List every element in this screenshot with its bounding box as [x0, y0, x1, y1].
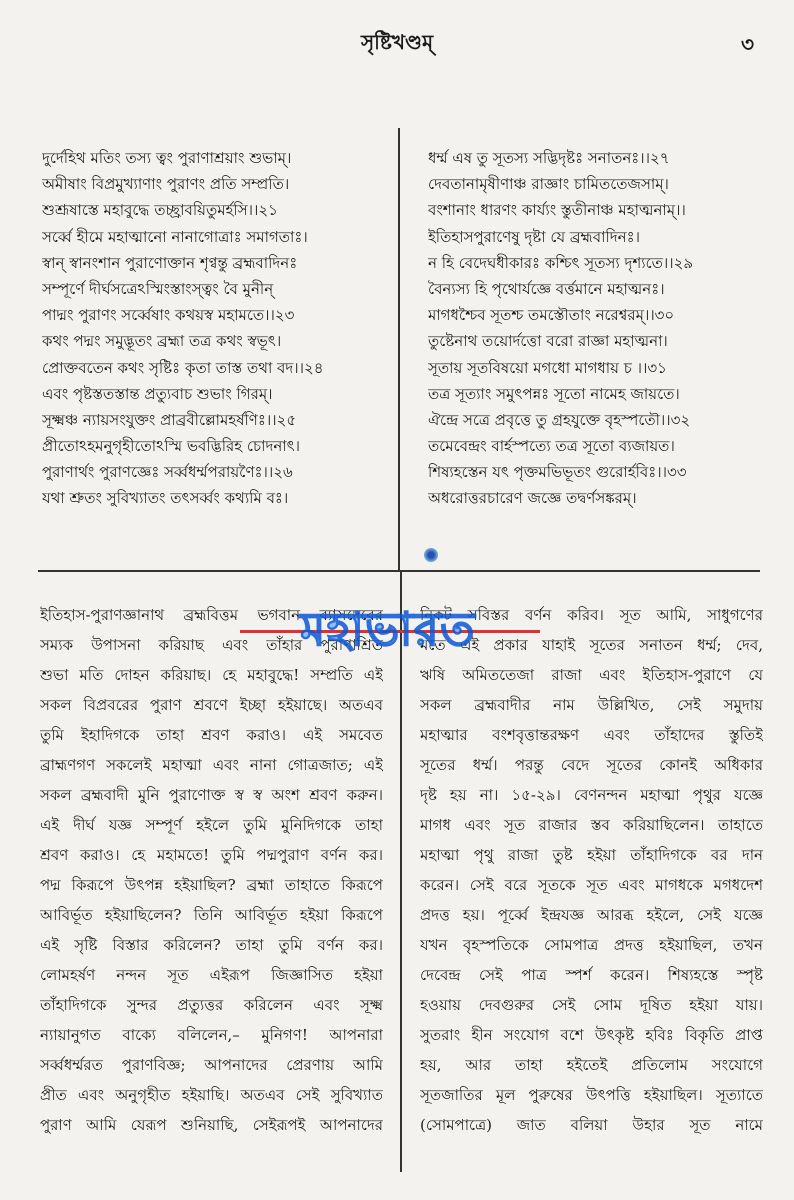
peacock-feather-icon	[424, 548, 438, 562]
translation-line: আবির্ভূত হইয়াছিলেন? তিনি আবির্ভূত হইয়া কিরূপে	[40, 906, 383, 924]
verse-line: মাগধশ্চৈব সূতশ্চ তমস্তৌতাং নরেশ্বরম্।।৩০	[428, 306, 675, 325]
verse-line: স্বান্ স্বানংশান পুরাণোক্তান শৃণ্বন্তু ব্রহ্মবাদিনঃ	[42, 253, 298, 272]
verse-line: ইতিহাসপুরাণেষু দৃষ্টা যে ব্রহ্মবাদিনঃ।	[428, 227, 640, 246]
translation-line: পদ্ম কিরূপে উৎপন্ন হইয়াছিল? ব্রহ্মা তাহাতে কিরূপে	[40, 876, 383, 894]
translation-line: মতে এই প্রকার যাহাই সূতের সনাতন ধর্ম্ম; দেব,	[420, 636, 763, 654]
translation-line: এই সৃষ্টি বিস্তার করিলেন? তাহা তুমি বর্ণন কর।	[40, 936, 383, 954]
translation-line: হওয়ায় দেবগুরুর সেই সোম দূষিত হইয়া যায়।	[420, 996, 763, 1014]
translation-line: সর্ব্বধর্ম্মরত পুরাণবিজ্ঞ; আপনাদের প্রেরণায় আমি	[40, 1056, 383, 1074]
verse-column-right	[428, 145, 758, 512]
translation-line: সম্যক উপাসনা করিয়াছ এবং তাঁহার পুরাণাশ্রিত	[40, 636, 383, 654]
translation-line: শ্রবণ করাও। হে মহামতে! তুমি পদ্মপুরাণ বর্ণন কর।	[40, 846, 383, 864]
translation-line: সকল ব্রহ্মবাদীর নাম উল্লিখিত, সেই সমুদায়	[420, 696, 763, 714]
watermark-logo: মহাভারত	[300, 602, 476, 656]
verse-line: ন হি বেদেঘধীকারঃ কশ্চিৎ সূতস্য দৃশ্যতে।।২৯	[428, 253, 694, 272]
verse-line: কথং পদ্মং সমুদ্ভূতং ব্রহ্মা তত্র কথং স্বভূৎ।	[42, 332, 282, 351]
verse-line: তুষ্টেনাথ তয়োর্দত্তো বরো রাজ্ঞা মহাত্মনা।	[428, 332, 668, 351]
translation-line: করেন। সেই বরে সূতকে সূত এবং মাগধকে মগধদেশ	[420, 876, 763, 894]
translation-line: প্রীত এবং অনুগৃহীত হইয়াছি। অতএব সেই সুবিখ্যাত	[40, 1086, 383, 1104]
translation-line: প্রদত্ত হয়। পূর্ব্বে ইন্দ্রযজ্ঞ আরব্ধ হইলে, সেই যজ্ঞে	[420, 906, 763, 924]
verse-line: অধরোত্তরচারেণ জজ্ঞে তদ্বর্ণসঙ্করম্।	[428, 489, 637, 508]
verse-line: সম্পূর্ণে দীর্ঘসত্রেঽস্মিংস্তাংস্ত্বং বৈ মুনীন্	[42, 279, 274, 298]
translation-line: (সোমপাত্রে) জাত বলিয়া উহার সূত নামে	[420, 1116, 763, 1134]
translation-column-right	[420, 600, 763, 1140]
verse-line: সূতায় সূতবিষয়ো মগধো মাগধায় চ ।।৩১	[428, 358, 667, 377]
verse-column-left	[42, 145, 372, 512]
verse-line: ধর্ম্ম এষ তু সূতস্য সদ্ভিদৃষ্টঃ সনাতনঃ।।২৭	[428, 149, 670, 167]
page-number: ৩	[740, 32, 754, 56]
verse-line: প্রীতোঽহমনুগৃহীতোঽস্মি ভবদ্ভিরিহ চোদনাৎ।	[42, 437, 301, 456]
translation-line: তাঁহাদিগকে সুন্দর প্রত্যুত্তর করিলেন এবং সূক্ষ্ম	[40, 996, 383, 1014]
translation-line: যখন বৃহস্পতিকে সোমপাত্র প্রদত্ত হইয়াছিল, তখন	[420, 936, 763, 954]
running-title: সৃষ্টিখণ্ডম্	[360, 30, 434, 54]
verse-line: পাদ্মং পুরাণং সর্ব্বেষাং কথয়স্ব মহামতে।।২৩	[42, 306, 295, 325]
verse-line: বৈন্যস্য হি পৃথোর্যজ্ঞে বর্ত্তমানে মহাত্মনঃ।	[428, 279, 665, 298]
translation-line: সকল ব্রহ্মবাদী মুনি পুরাণোক্ত স্ব স্ব অংশ শ্রবণ করুন।	[40, 786, 383, 804]
translation-line: সূতজাতির মূল পুরুষের উৎপত্তি হইয়াছিল। সূত্যাতে	[420, 1086, 763, 1104]
verse-line: প্রোক্তবতেন কথং সৃষ্টিঃ কৃতা তাস্ত তথা বদ।।২৪	[42, 358, 324, 377]
translation-line: ইতিহাস-পুরাণজ্ঞানাথ ব্রহ্মবিত্তম ভগবান ব্যাসদেবের	[40, 606, 383, 624]
verse-line: সূক্ষ্মঞ্চ ন্যায়সংযুক্তং প্রাব্রবীল্লোমহর্ষণিঃ।।২৫	[42, 410, 297, 429]
translation-line: এই দীর্ঘ যজ্ঞ সম্পূর্ণ হইলে তুমি মুনিদিগকে তাহা	[40, 816, 383, 834]
translation-line: লোমহর্ষণ নন্দন সূত এইরূপ জিজ্ঞাসিত হইয়া	[40, 966, 383, 984]
translation-line: দৃষ্ট হয় না। ১৫-২৯। বেণনন্দন মহাত্মা পৃথুর যজ্ঞে	[420, 786, 763, 804]
translation-line: তুমি ইহাদিগকে তাহা শ্রবণ করাও। এই সমবেত	[40, 726, 383, 744]
verse-line: পুরাণার্থং পুরাণজ্ঞেঃ সর্ব্বধর্ম্মপরায়ণৈঃ।।২৬	[42, 463, 293, 482]
translation-line: মহাত্মা পৃথু রাজা তুষ্ট হইয়া তাঁহাদিগকে বর দান	[420, 846, 763, 864]
translation-line: পুরাণ আমি যেরূপ শুনিয়াছি, সেইরূপই আপনাদের	[40, 1116, 383, 1134]
translation-line: সুতরাং হীন সংযোগ বশে উৎকৃষ্ট হবিঃ বিকৃতি প্রাপ্ত	[420, 1026, 763, 1044]
translation-line: ঋষি অমিততেজা রাজা এবং ইতিহাস-পুরাণে যে	[420, 666, 763, 684]
verse-line: যথা শ্রুতং সুবিখ্যাতং তৎসর্ব্বং কথ্যমি বঃ।	[42, 489, 289, 508]
verse-line: তত্র সূত্যাং সমুৎপন্নঃ সূতো নামেহ জায়তে।	[428, 384, 680, 403]
verse-line: শিষ্যহস্তেন যৎ পৃক্তমভিভূতং গুরোর্হবিঃ।।৩৩	[428, 463, 687, 482]
translation-line: ব্রাহ্মণগণ সকলেই মহাত্মা এবং নানা গোত্রজাত; এই	[40, 756, 383, 774]
translation-line: দেবেন্দ্র সেই পাত্র স্পর্শ করেন। শিষ্যহস্তে স্পৃষ্ট	[420, 966, 763, 984]
translation-line: হয়, আর তাহা হইতেই প্রতিলোম সংযোগে	[420, 1056, 763, 1074]
column-divider-top	[398, 128, 400, 570]
translation-column-left	[40, 600, 383, 1140]
translation-line: নিকট সবিস্তর বর্ণন করিব। সূত আমি, সাধুগণের	[420, 606, 763, 624]
translation-line: শুভা মতি দোহন করিয়াছ। হে মহাবুদ্ধে! সম্প্রতি এই	[40, 666, 383, 684]
verse-line: অমীষাং বিপ্রমুখ্যাণাং পুরাণং প্রতি সম্প্রতি।	[42, 175, 290, 194]
verse-line: দুর্দেহিথ মতিং তস্য ত্বং পুরাণাশ্রয়াং শুভাম্।	[42, 149, 292, 167]
translation-line: মাগধ এবং সূত রাজার স্তব করিয়াছিলেন। তাহাতে	[420, 816, 763, 834]
translation-line: ন্যায়ানুগত বাক্যে বলিলেন,– মুনিগণ! আপনারা	[40, 1026, 383, 1044]
verse-line: শুশ্রূষাস্তে মহাবুদ্ধে তচ্ছ্রাবয়িতুমর্হসি।।২১	[42, 201, 278, 220]
verse-line: বংশানাং ধারণং কার্য্যং স্তুতীনাঞ্চ মহাত্মনাম্।।	[428, 201, 686, 220]
verse-line: তমেবেন্দ্রং বার্হস্পত্যে তত্র সূতো ব্যজায়ত।	[428, 437, 675, 456]
verse-line: এবং পৃষ্টস্ততস্তান্ত প্রত্যুবাচ শুভাং গিরম্।	[42, 384, 273, 403]
translation-line: সূতের ধর্ম্ম। পরন্তু বেদে সূতের কোনই অধিকার	[420, 756, 763, 774]
verse-line: ঐন্দ্রে সত্রে প্রবৃত্তে তু গ্রহযুক্তে বৃহস্পতৌ।।৩২	[428, 410, 691, 429]
translation-line: মহাত্মার বংশবৃত্তান্তরক্ষণ এবং তাঁহাদের স্তুতিই	[420, 726, 763, 744]
section-divider	[38, 570, 760, 572]
translation-line: সকল বিপ্রবরের পুরাণ শ্রবণে ইচ্ছা হইয়াছে। অতএব	[40, 696, 383, 714]
verse-line: দেবতানামৃষীণাঞ্চ রাজ্ঞাং চামিততেজসাম্।	[428, 175, 669, 194]
verse-line: সর্ব্বে হীমে মহাত্মানো নানাগোত্রাঃ সমাগতাঃ।	[42, 227, 308, 246]
